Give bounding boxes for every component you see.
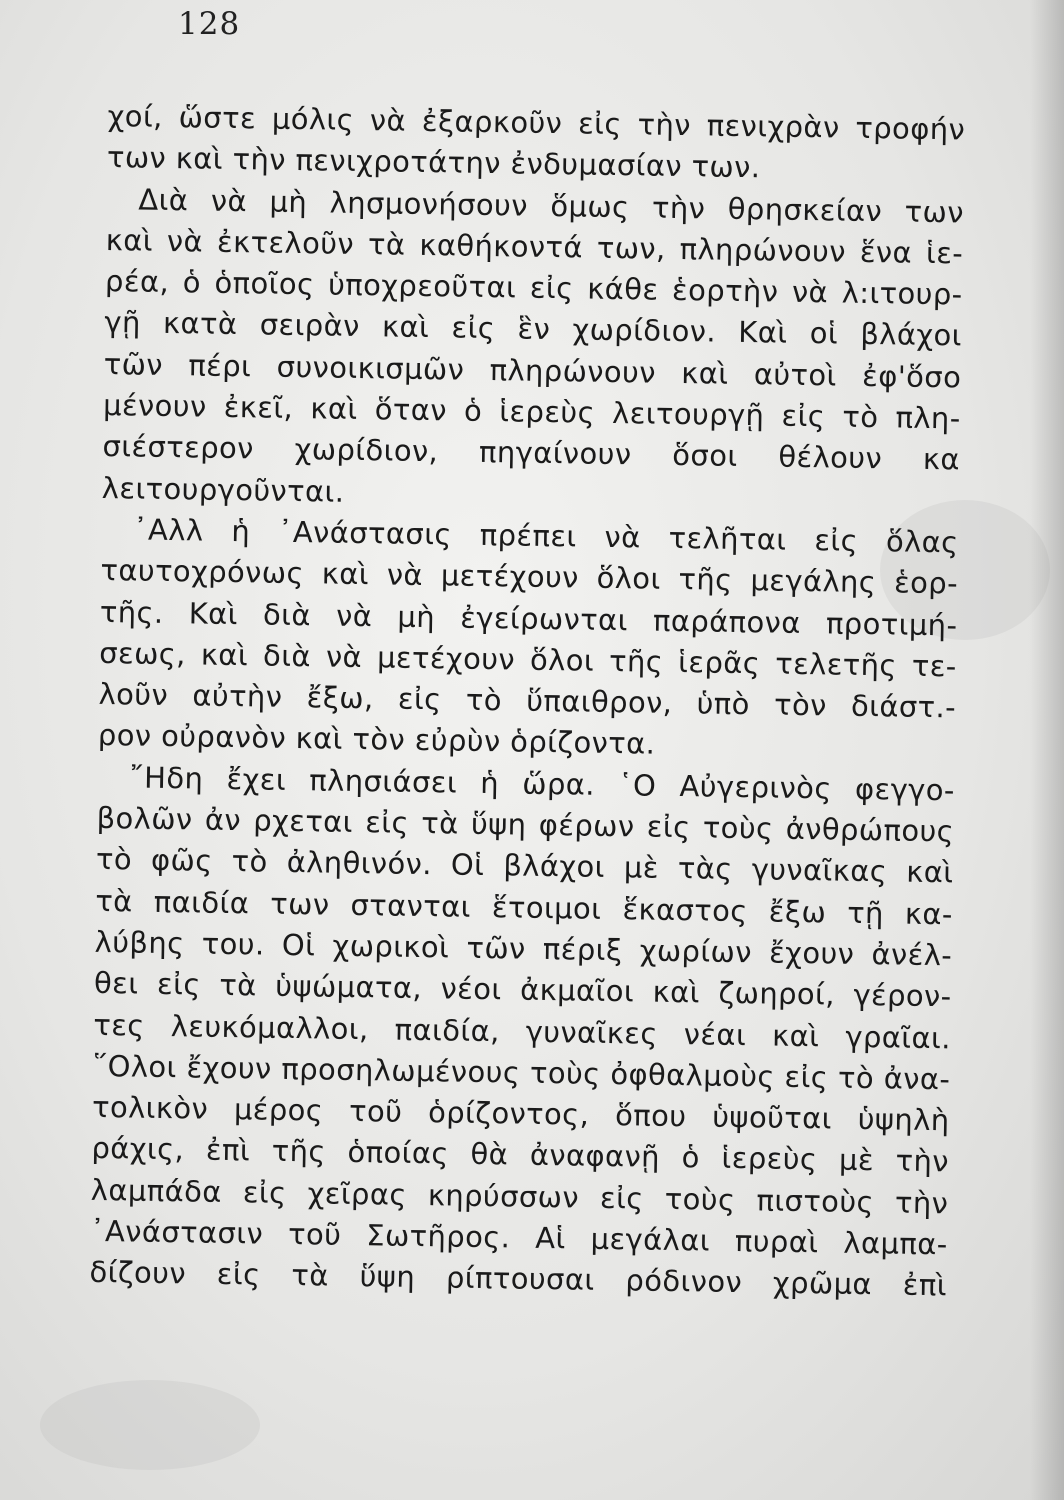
text-line: των καὶ τὴν πενιχροτάτην ἐνδυμασίαν των. [106, 140, 761, 185]
text-line: θει εἰς τὰ ὑψώματα, νέοι ἀκμαῖοι καὶ ζωηροί, γέρον- [93, 966, 952, 1014]
page-edge-shadow [1030, 0, 1064, 1500]
paper-stain [40, 1380, 260, 1470]
text-line: ρέα, ὁ ὁποῖος ὑποχρεοῦται εἰς κάθε ἑορτὴν νὰ λ:ιτουρ- [104, 264, 963, 312]
text-line: λοῦν αὐτὴν ἔξω, εἰς τὸ ὕπαιθρον, ὑπὸ τὸν διάστ.- [98, 677, 957, 725]
text-line: ᾿Αλλ ἡ ᾿Ανάστασις πρέπει νὰ τελῆται εἰς ὅλας [132, 512, 959, 560]
text-line: τῶν πέρι συνοικισμῶν πληρώνουν καὶ αὐτοὶ ἐφ'ὅσο [103, 346, 962, 395]
text-line: τολικὸν μέρος τοῦ ὁρίζοντος, ὅπου ὑψοῦται ὑψηλὴ [91, 1090, 950, 1138]
text-line: ταυτοχρόνως καὶ νὰ μετέχουν ὅλοι τῆς μεγάλης ἑορ- [100, 553, 959, 601]
text-line: βολῶν ἀν ρχεται εἰς τὰ ὕψη φέρων εἰς τοὺς ἀνθρώπους [96, 800, 955, 849]
text-line: καὶ νὰ ἐκτελοῦν τὰ καθήκοντά των, πληρώνουν ἕνα ἱε- [105, 222, 964, 271]
text-line: ῎Ηδη ἔχει πλησιάσει ἡ ὥρα. ῾Ο Αὐγερινὸς φεγγο- [129, 760, 956, 808]
text-line: μένουν ἐκεῖ, καὶ ὅταν ὁ ἱερεὺς λειτουργῇ εἰς τὸ πλη- [102, 388, 961, 436]
text-line: ῞Ολοι ἔχουν προσηλωμένους τοὺς ὀφθαλμοὺς εἰς τὸ ἀνα- [92, 1048, 951, 1097]
page-number: 128 [178, 6, 241, 42]
text-line: γῇ κατὰ σειρὰν καὶ εἰς ἓν χωρίδιον. Καὶ οἱ βλάχοι [104, 305, 963, 353]
text-line: λύβης του. Οἱ χωρικοὶ τῶν πέριξ χωρίων ἔχουν ἀνέλ- [94, 924, 953, 973]
text-line: σιέστερον χωρίδιον, πηγαίνουν ὅσοι θέλουν κα [102, 429, 961, 477]
text-line: τες λευκόμαλλοι, παιδία, γυναῖκες νέαι καὶ γραῖαι. [93, 1007, 952, 1055]
text-line: ρον οὐρανὸν καὶ τὸν εὐρὺν ὁρίζοντα. [97, 718, 656, 762]
text-line: τὸ φῶς τὸ ἀληθινόν. Οἱ βλάχοι μὲ τὰς γυναῖκας καὶ [95, 842, 954, 890]
text-line: χοί, ὥστε μόλις νὰ ἐξαρκοῦν εἰς τὴν πενιχρὰν τροφήν [107, 98, 966, 147]
text-line: λαμπάδα εἰς χεῖρας κηρύσσων εἰς τοὺς πιστοὺς τὴν [90, 1172, 949, 1221]
text-line: δίζουν εἰς τὰ ὕψη ρίπτουσαι ρόδινον χρῶμα ἐπὶ [89, 1255, 948, 1303]
text-line: τῆς. Καὶ διὰ νὰ μὴ ἐγείρωνται παράπονα προτιμή- [99, 594, 958, 642]
text-line: λειτουργοῦνται. [101, 470, 345, 509]
text-line: ράχις, ἐπὶ τῆς ὁποίας θὰ ἀναφανῇ ὁ ἱερεὺς μὲ τὴν [91, 1131, 950, 1179]
text-line: Διὰ νὰ μὴ λησμονήσουν ὅμως τὴν θρησκείαν των [138, 182, 965, 230]
text-line: σεως, καὶ διὰ νὰ μετέχουν ὅλοι τῆς ἱερᾶς τελετῆς τε- [98, 635, 957, 684]
text-line: τὰ παιδία των στανται ἕτοιμοι ἕκαστος ἔξω τῇ κα- [95, 883, 954, 932]
body-text [89, 96, 966, 1307]
text-line: ᾿Ανάστασιν τοῦ Σωτῆρος. Αἱ μεγάλαι πυραὶ λαμπα- [89, 1213, 948, 1262]
